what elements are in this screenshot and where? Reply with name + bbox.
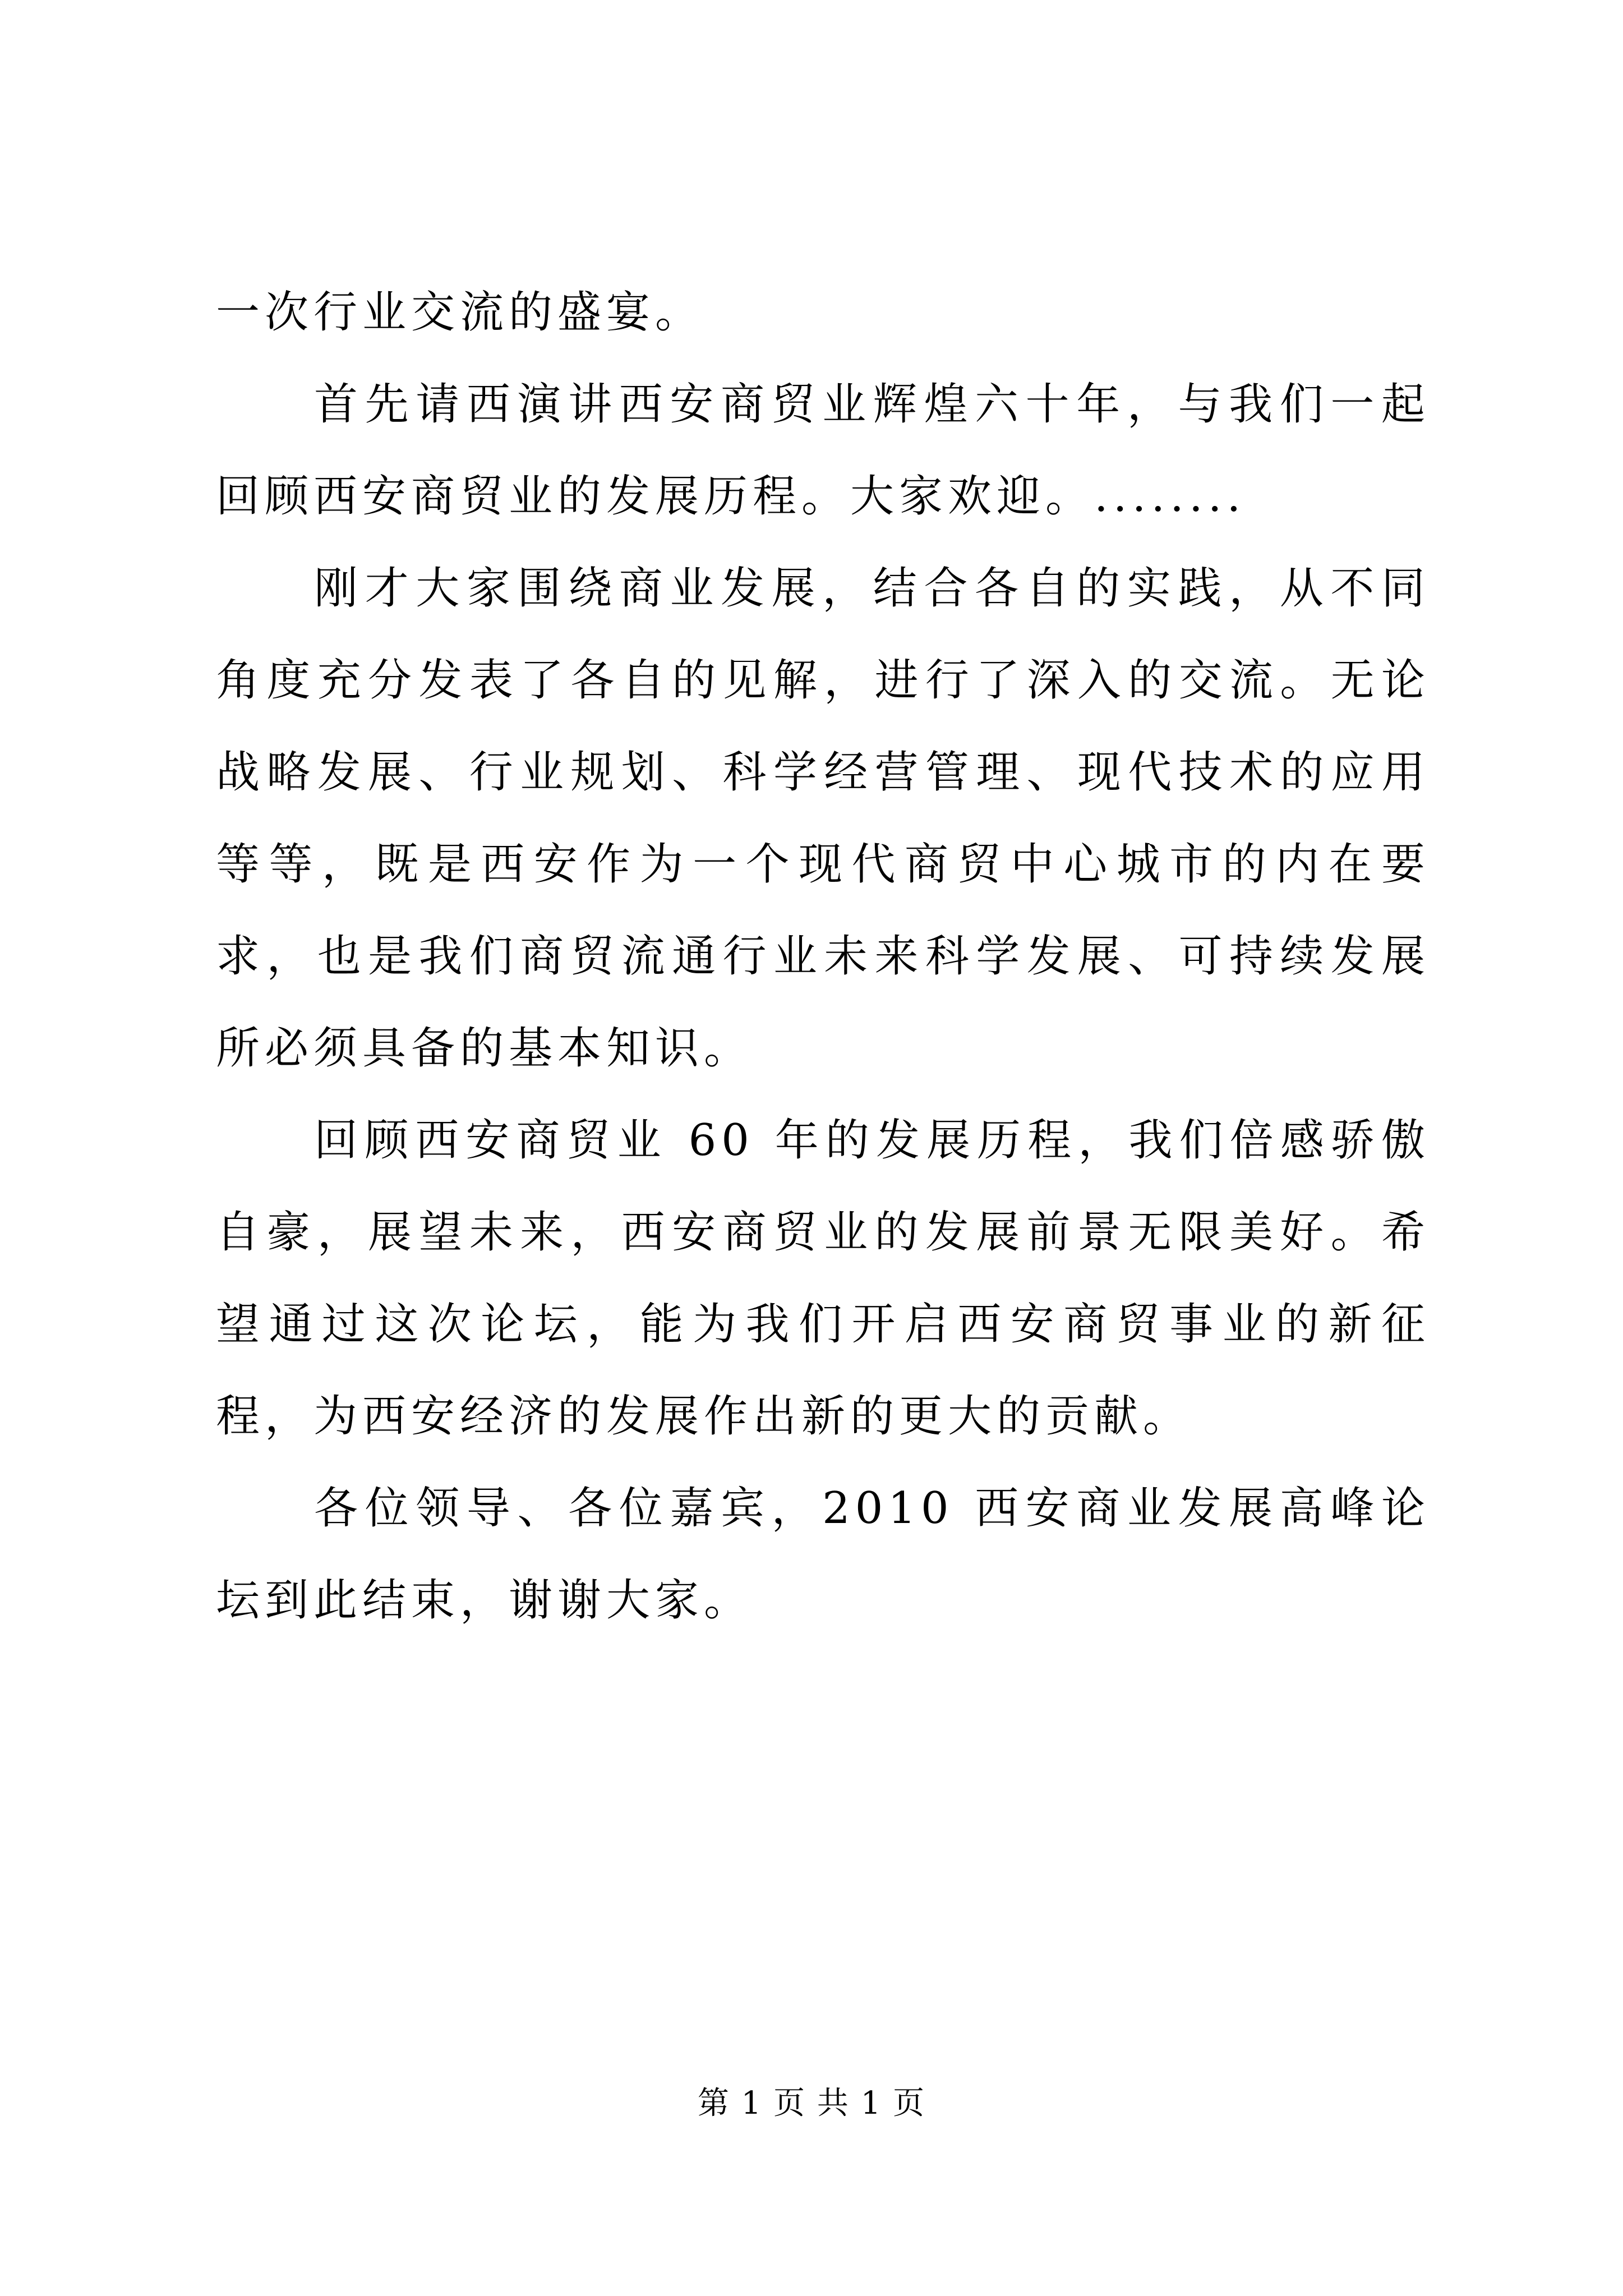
page-footer: 第 1 页 共 1 页: [697, 2085, 926, 2122]
paragraph-continuation: 一次行业交流的盛宴。: [216, 287, 704, 338]
document-body: [216, 266, 1430, 1646]
paragraph-discussion-summary: 刚才大家围绕商业发展，结合各自的实践，从不同角度充分发表了各自的见解，进行了深入的交流。无论战略发展、行业规划、科学经营管理、现代技术的应用等等，既是西安作为一个现代商贸中心城市的内在要求，也是我们商贸流通行业未来科学发展、可持续发展所必须具备的基本知识。: [216, 563, 1430, 1074]
paragraph-review-outlook: 回顾西安商贸业 60 年的发展历程，我们倍感骄傲自豪，展望未来，西安商贸业的发展前景无限美好。希望通过这次论坛，能为我们开启西安商贸事业的新征程，为西安经济的发展作出新的更大的贡献。: [216, 1115, 1430, 1442]
paragraph-closing: 各位领导、各位嘉宾，2010 西安商业发展高峰论坛到此结束，谢谢大家。: [216, 1483, 1430, 1626]
paragraph-opening-speech: 首先请西演讲西安商贸业辉煌六十年，与我们一起回顾西安商贸业的发展历程。大家欢迎。........: [216, 379, 1430, 522]
